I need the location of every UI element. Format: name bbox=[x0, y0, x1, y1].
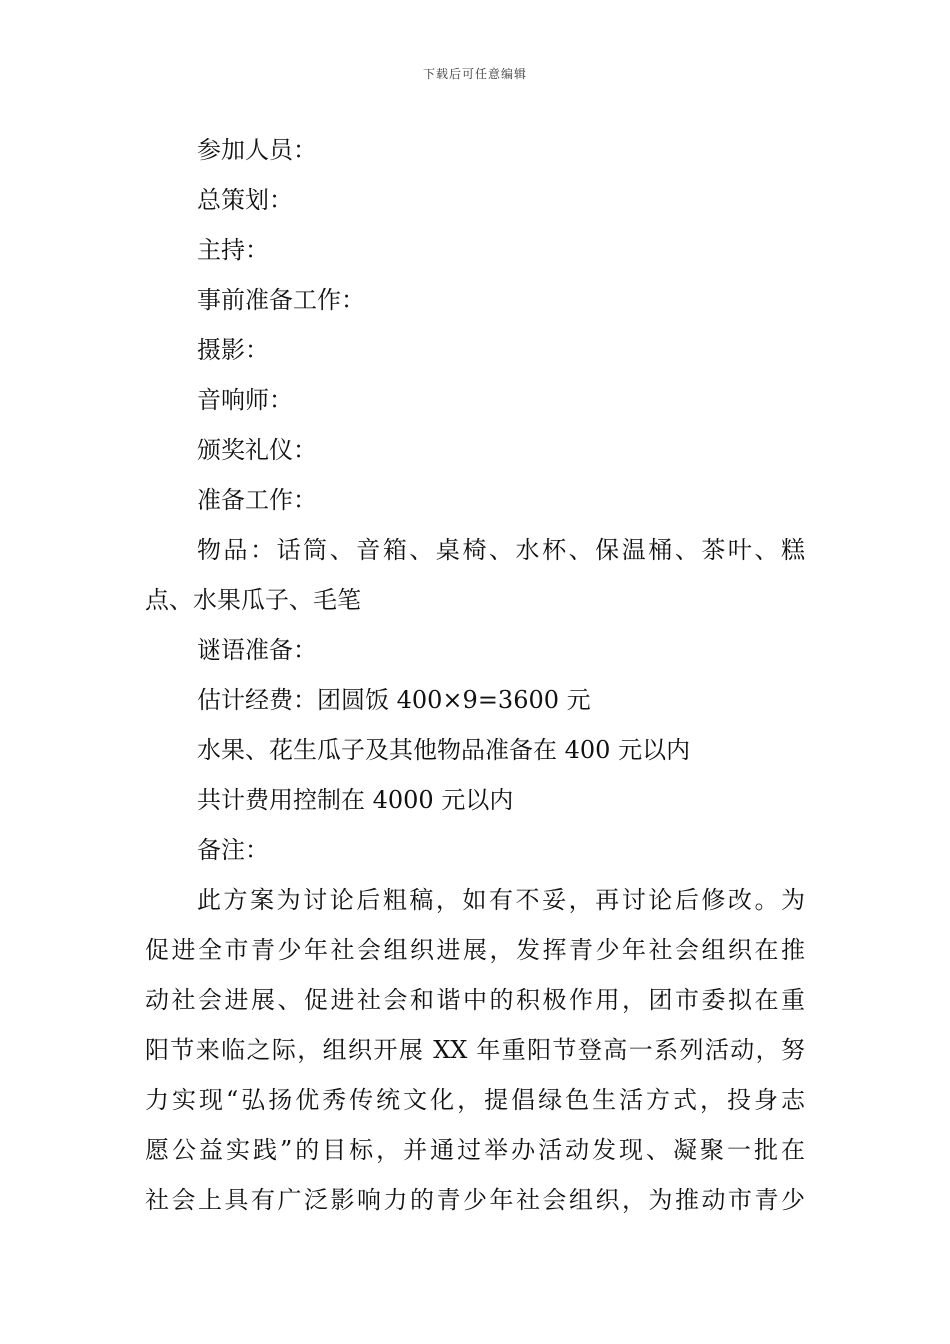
text-line: 促进全市青少年社会组织进展，发挥青少年社会组织在推 bbox=[145, 936, 805, 964]
text-line: 水果、花生瓜子及其他物品准备在 400 元以内 bbox=[197, 736, 691, 764]
text-line: 音响师： bbox=[197, 386, 293, 414]
text-line: 主持： bbox=[197, 236, 269, 264]
text-line: 事前准备工作： bbox=[197, 286, 365, 314]
text-line: 社会上具有广泛影响力的青少年社会组织，为推动市青少 bbox=[145, 1186, 805, 1214]
text-line: 参加人员： bbox=[197, 136, 317, 164]
text-line: 点、水果瓜子、毛笔 bbox=[145, 586, 361, 614]
text-line: 愿公益实践”的目标，并通过举办活动发现、凝聚一批在 bbox=[145, 1136, 805, 1164]
page-header-note: 下载后可任意编辑 bbox=[422, 67, 527, 81]
text-line: 颁奖礼仪： bbox=[197, 436, 317, 464]
text-line: 谜语准备： bbox=[197, 636, 317, 664]
text-line: 物品：话筒、音箱、桌椅、水杯、保温桶、茶叶、糕 bbox=[197, 536, 805, 564]
text-line: 此方案为讨论后粗稿，如有不妥，再讨论后修改。为 bbox=[197, 886, 805, 914]
text-line: 力实现“弘扬优秀传统文化，提倡绿色生活方式，投身志 bbox=[145, 1086, 805, 1114]
document-body bbox=[145, 125, 805, 1225]
text-line: 估计经费：团圆饭 400×9=3600 元 bbox=[197, 686, 591, 714]
text-line: 准备工作： bbox=[197, 486, 317, 514]
text-line: 摄影： bbox=[197, 336, 269, 364]
text-line: 共计费用控制在 4000 元以内 bbox=[197, 786, 514, 814]
text-line: 备注： bbox=[197, 836, 269, 864]
text-line: 动社会进展、促进社会和谐中的积极作用，团市委拟在重 bbox=[145, 986, 805, 1014]
text-line: 阳节来临之际，组织开展 XX 年重阳节登高一系列活动，努 bbox=[145, 1036, 805, 1064]
text-line: 总策划： bbox=[197, 186, 293, 214]
